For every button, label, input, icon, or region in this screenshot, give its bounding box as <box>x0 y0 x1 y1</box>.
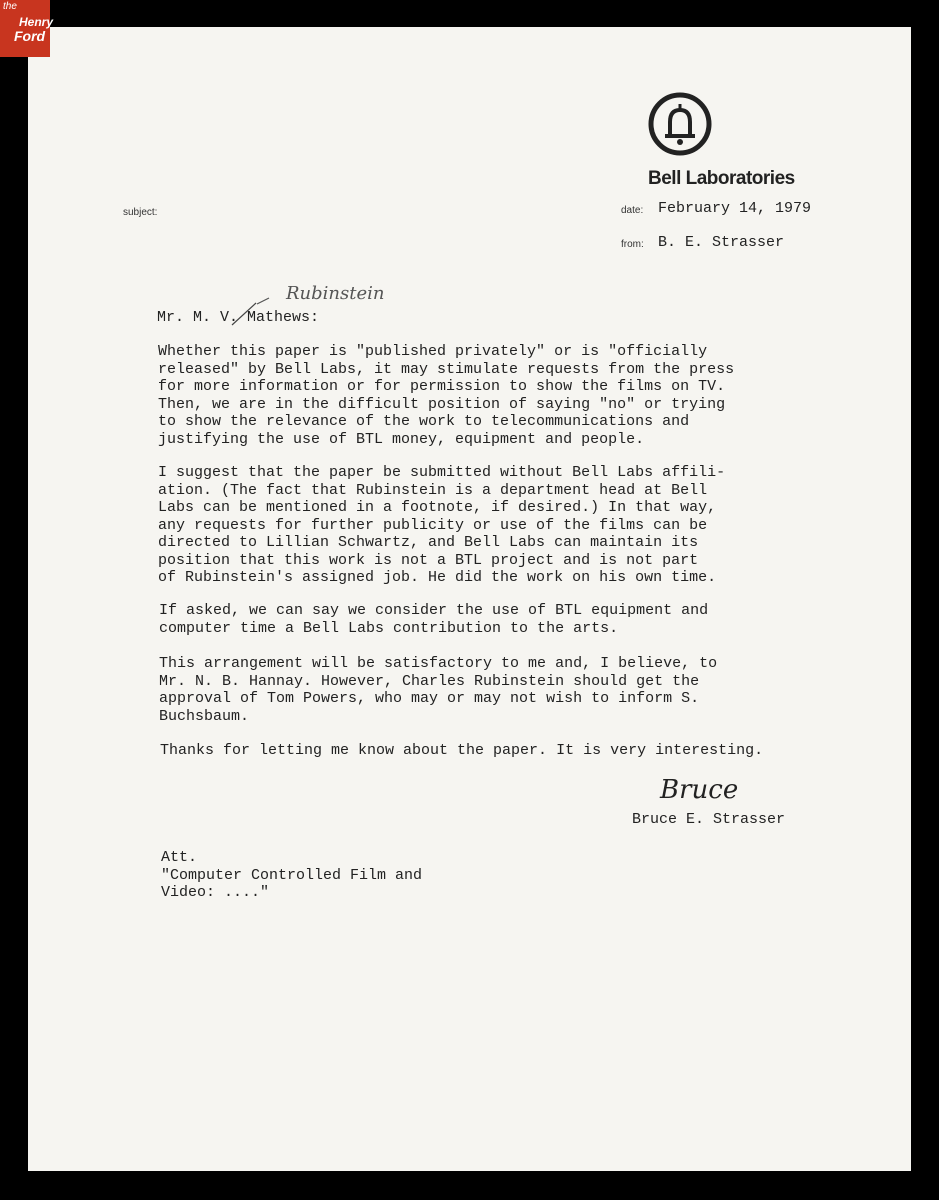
date-label: date: <box>621 205 644 216</box>
paragraph-2: I suggest that the paper be submitted without Bell Labs affili- ation. (The fact that Rubinstein is a department head at Bell Labs can be mentioned in a footnote, if desired.) In that way, any requests for further publicity or use of the films can be directed to Lillian Schwartz, and Bell Labs can maintain its position that this work is not a BTL project and is not part of Rubinstein's assigned job. He did the work on his own time. <box>158 464 726 586</box>
bell-in-circle-icon <box>648 92 712 156</box>
paragraph-1: Whether this paper is "published privately" or is "officially released" by Bell Labs, it may stimulate requests from the press for more information or for permission to show the films on TV. Then, we are in the difficult position of saying "no" or trying to show the relevance of the work to telecommunications and justifying the use of BTL money, equipment and people. <box>158 343 735 448</box>
from-label: from: <box>621 239 644 250</box>
insert-caret-mark <box>256 297 270 305</box>
logo-henry: Henry <box>19 15 54 29</box>
henry-ford-logo <box>0 0 54 57</box>
handwritten-annotation: Rubinstein <box>286 283 385 304</box>
date-value: February 14, 1979 <box>658 200 812 217</box>
paragraph-5: Thanks for letting me know about the paper. It is very interesting. <box>160 742 764 759</box>
letter-page <box>28 27 911 1171</box>
subject-label: subject: <box>123 207 158 218</box>
salutation: Mr. M. V. Mathews: <box>157 309 320 326</box>
company-name: Bell Laboratories <box>648 168 795 189</box>
paragraph-4: This arrangement will be satisfactory to me and, I believe, to Mr. N. B. Hannay. However, Charles Rubinstein should get the approval of Tom Powers, who may or may not wish to inform S. Buchsbaum. <box>159 655 718 725</box>
attachment-note: Att. "Computer Controlled Film and Video: ...." <box>161 849 423 901</box>
logo-the: the <box>3 1 17 12</box>
logo-ford: Ford <box>14 28 46 44</box>
strike-through-mark <box>230 301 258 327</box>
signature-name: Bruce E. Strasser <box>632 811 786 828</box>
from-value: B. E. Strasser <box>658 234 785 251</box>
paragraph-3: If asked, we can say we consider the use of BTL equipment and computer time a Bell Labs contribution to the arts. <box>159 602 709 637</box>
handwritten-signature: Bruce <box>660 775 739 805</box>
